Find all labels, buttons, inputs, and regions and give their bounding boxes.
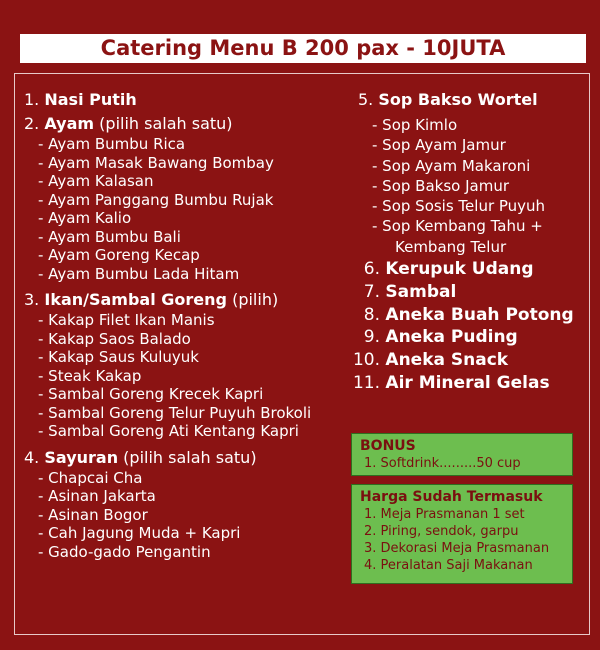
extra-number: 10. (352, 350, 380, 371)
menu-item: - Ayam Masak Bawang Bombay (38, 153, 274, 172)
section-note: (pilih) (227, 290, 279, 309)
menu-item: - Sop Kembang Tahu + (372, 217, 543, 236)
extra-number: 7. (363, 281, 380, 302)
menu-item: - Cah Jagung Muda + Kapri (38, 524, 241, 542)
included-item: 2. Piring, sendok, garpu (364, 524, 519, 539)
included-box (351, 484, 573, 584)
extra-name: Air Mineral Gelas (385, 372, 550, 393)
extra-item (352, 326, 588, 349)
extra-item (352, 304, 588, 327)
section-heading (24, 447, 354, 469)
extra-name: Aneka Puding (385, 327, 518, 348)
bonus-box (351, 433, 573, 476)
menu-item: - Asinan Jakarta (38, 487, 156, 505)
menu-item: - Sambal Goreng Krecek Kapri (38, 385, 264, 403)
extra-number: 9. (363, 327, 380, 348)
right-column (358, 89, 586, 257)
menu-title: Catering Menu B 200 pax - 10JUTA (20, 34, 586, 63)
section-heading (24, 113, 354, 135)
menu-item: - Gado-gado Pengantin (38, 542, 211, 561)
menu-item: - Kakap Saus Kuluyuk (38, 348, 199, 366)
included-item: 1. Meja Prasmanan 1 set (364, 507, 525, 522)
menu-item: - Sop Ayam Makaroni (372, 156, 531, 175)
menu-item: - Ayam Kalio (38, 209, 132, 227)
section-number: 5. (358, 90, 374, 109)
section-name: Ikan/Sambal Goreng (44, 290, 227, 309)
extra-item (352, 281, 588, 304)
extra-item (352, 372, 588, 395)
bonus-title: BONUS (360, 438, 416, 454)
section-heading (24, 89, 354, 111)
menu-item: - Ayam Panggang Bumbu Rujak (38, 190, 274, 209)
menu-item: - Kakap Saos Balado (38, 329, 191, 348)
included-title: Harga Sudah Termasuk (360, 489, 543, 505)
menu-item: - Ayam Goreng Kecap (38, 246, 200, 264)
extra-name: Aneka Snack (385, 350, 509, 371)
menu-item: - Sop Kimlo (372, 116, 458, 134)
section-heading (24, 289, 354, 311)
menu-item: - Ayam Bumbu Bali (38, 227, 181, 246)
section-name: Sayuran (44, 447, 119, 467)
extra-name: Sambal (385, 281, 457, 302)
menu-item: - Chapcai Cha (38, 468, 143, 487)
menu-item: - Ayam Kalasan (38, 172, 154, 190)
menu-item: - Steak Kakap (38, 366, 142, 385)
extras-column (352, 258, 588, 395)
menu-item: - Asinan Bogor (38, 505, 148, 524)
left-column (24, 89, 354, 561)
menu-item: - Sambal Goreng Ati Kentang Kapri (38, 422, 299, 440)
menu-item: - Ayam Bumbu Lada Hitam (38, 264, 240, 283)
included-item: 4. Peralatan Saji Makanan (364, 558, 533, 573)
extra-item (352, 258, 588, 281)
soup-items (358, 115, 586, 257)
menu-item: - Ayam Bumbu Rica (38, 135, 186, 153)
extra-number: 6. (363, 259, 380, 279)
section-heading (358, 89, 586, 111)
menu-item: - Sambal Goreng Telur Puyuh Brokoli (38, 403, 312, 422)
menu-item-continued: Kembang Telur (395, 237, 507, 256)
menu-item: - Sop Ayam Jamur (372, 136, 506, 155)
bonus-item: 1. Softdrink.........50 cup (364, 456, 521, 471)
extra-number: 8. (363, 304, 380, 325)
section-name: Nasi Putih (44, 90, 137, 109)
extra-name: Aneka Buah Potong (385, 304, 574, 325)
section-number: 1. (24, 90, 40, 109)
section-name: Sop Bakso Wortel (378, 90, 538, 109)
section-number: 3. (24, 290, 40, 309)
extra-number: 11. (352, 372, 380, 393)
section-name: Ayam (44, 114, 95, 133)
extra-name: Kerupuk Udang (385, 259, 534, 279)
section-number: 2. (24, 114, 40, 133)
menu-item: - Sop Sosis Telur Puyuh (372, 197, 546, 216)
menu-item: - Sop Bakso Jamur (372, 176, 509, 195)
section-note: (pilih salah satu) (94, 114, 233, 133)
section-note: (pilih salah satu) (118, 447, 257, 467)
menu-item: - Kakap Filet Ikan Manis (38, 311, 215, 329)
section-number: 4. (24, 447, 40, 467)
included-item: 3. Dekorasi Meja Prasmanan (364, 541, 550, 556)
extra-item (352, 349, 588, 372)
